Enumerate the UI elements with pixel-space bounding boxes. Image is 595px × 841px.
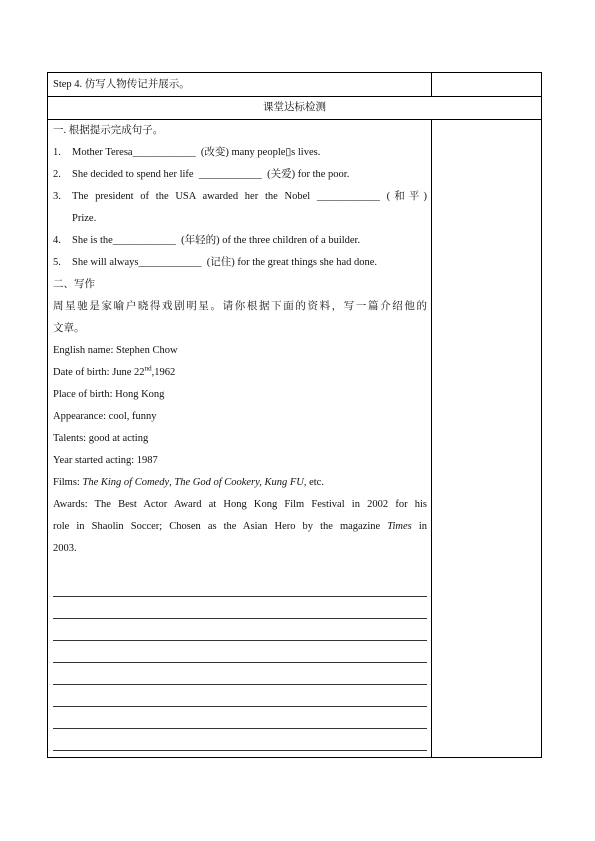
films-label: Films: <box>53 477 83 488</box>
answer-line <box>53 729 427 751</box>
fact-year-started: Year started acting: 1987 <box>53 455 158 466</box>
awards-text: role in Shaolin Soccer; Chosen as the Asian Hero by the magazine <box>53 521 388 532</box>
item-text: Mother Teresa____________ (改变) many people▯s lives. <box>72 147 321 158</box>
fact-english-name: English name: Stephen Chow <box>53 345 178 356</box>
exercise-item <box>53 252 427 274</box>
step4-cell <box>48 73 431 96</box>
right-column-cell <box>432 73 541 96</box>
exercise-item <box>53 186 427 208</box>
exercise-item <box>53 142 427 164</box>
item-text: She decided to spend her life ____________ (关爱) for the poor. <box>72 169 350 180</box>
fact-date-of-birth <box>53 362 427 384</box>
date-of-birth-year: ,1962 <box>151 367 176 378</box>
section-title: 课堂达标检测 <box>263 102 326 113</box>
answer-line <box>53 663 427 685</box>
fact-awards-line <box>53 516 427 538</box>
fact-appearance: Appearance: cool, funny <box>53 411 157 422</box>
item-number: 1. <box>53 147 61 158</box>
right-column-cell <box>432 120 541 757</box>
writing-prompt-line: 周星驰是家喻户晓得戏剧明星。请你根据下面的资料，写一篇介绍他的 <box>53 301 427 312</box>
fact-talents: Talents: good at acting <box>53 433 149 444</box>
fact-awards-line: Awards: The Best Actor Award at Hong Kong Film Festival in 2002 for his <box>53 499 427 510</box>
answer-line <box>53 707 427 729</box>
writing-prompt-line: 文章。 <box>53 323 85 334</box>
exercise1-heading: 一. 根据提示完成句子。 <box>53 125 164 136</box>
item-number: 5. <box>53 257 61 268</box>
item-text: She will always____________ (记住) for the great things she had done. <box>72 257 378 268</box>
magazine-title: Times <box>387 521 412 532</box>
writing-answer-area <box>53 575 427 751</box>
film-title: The King of Comedy <box>82 477 170 488</box>
section-title-cell <box>48 97 541 119</box>
item-number: 3. <box>53 191 61 202</box>
fact-films <box>53 472 427 494</box>
answer-line <box>53 619 427 641</box>
item-text: She is the____________ (年轻的) of the three children of a builder. <box>72 235 361 246</box>
answer-line <box>53 685 427 707</box>
item-text: The president of the USA awarded her the Nobel ____________ (和平) <box>72 191 427 202</box>
exercise-item <box>53 230 427 252</box>
answer-line <box>53 597 427 619</box>
date-ordinal-suffix: nd <box>144 364 152 373</box>
item-continuation: Prize. <box>72 213 97 224</box>
films-separator: , <box>169 477 175 488</box>
item-number: 2. <box>53 169 61 180</box>
film-title: The God of Cookery, Kung FU, <box>174 477 307 488</box>
answer-line <box>53 641 427 663</box>
item-number: 4. <box>53 235 61 246</box>
exercise2-heading: 二、写作 <box>53 279 95 290</box>
exercise-cell <box>48 120 431 757</box>
fact-awards-line: 2003. <box>53 543 77 554</box>
awards-text: in <box>411 521 427 532</box>
fact-place-of-birth: Place of birth: Hong Kong <box>53 389 165 400</box>
exercise-item <box>53 164 427 186</box>
step4-text: Step 4. 仿写人物传记并展示。 <box>53 79 190 90</box>
films-tail: etc. <box>306 477 324 488</box>
answer-line <box>53 575 427 597</box>
date-of-birth-main: Date of birth: June 22 <box>53 367 145 378</box>
